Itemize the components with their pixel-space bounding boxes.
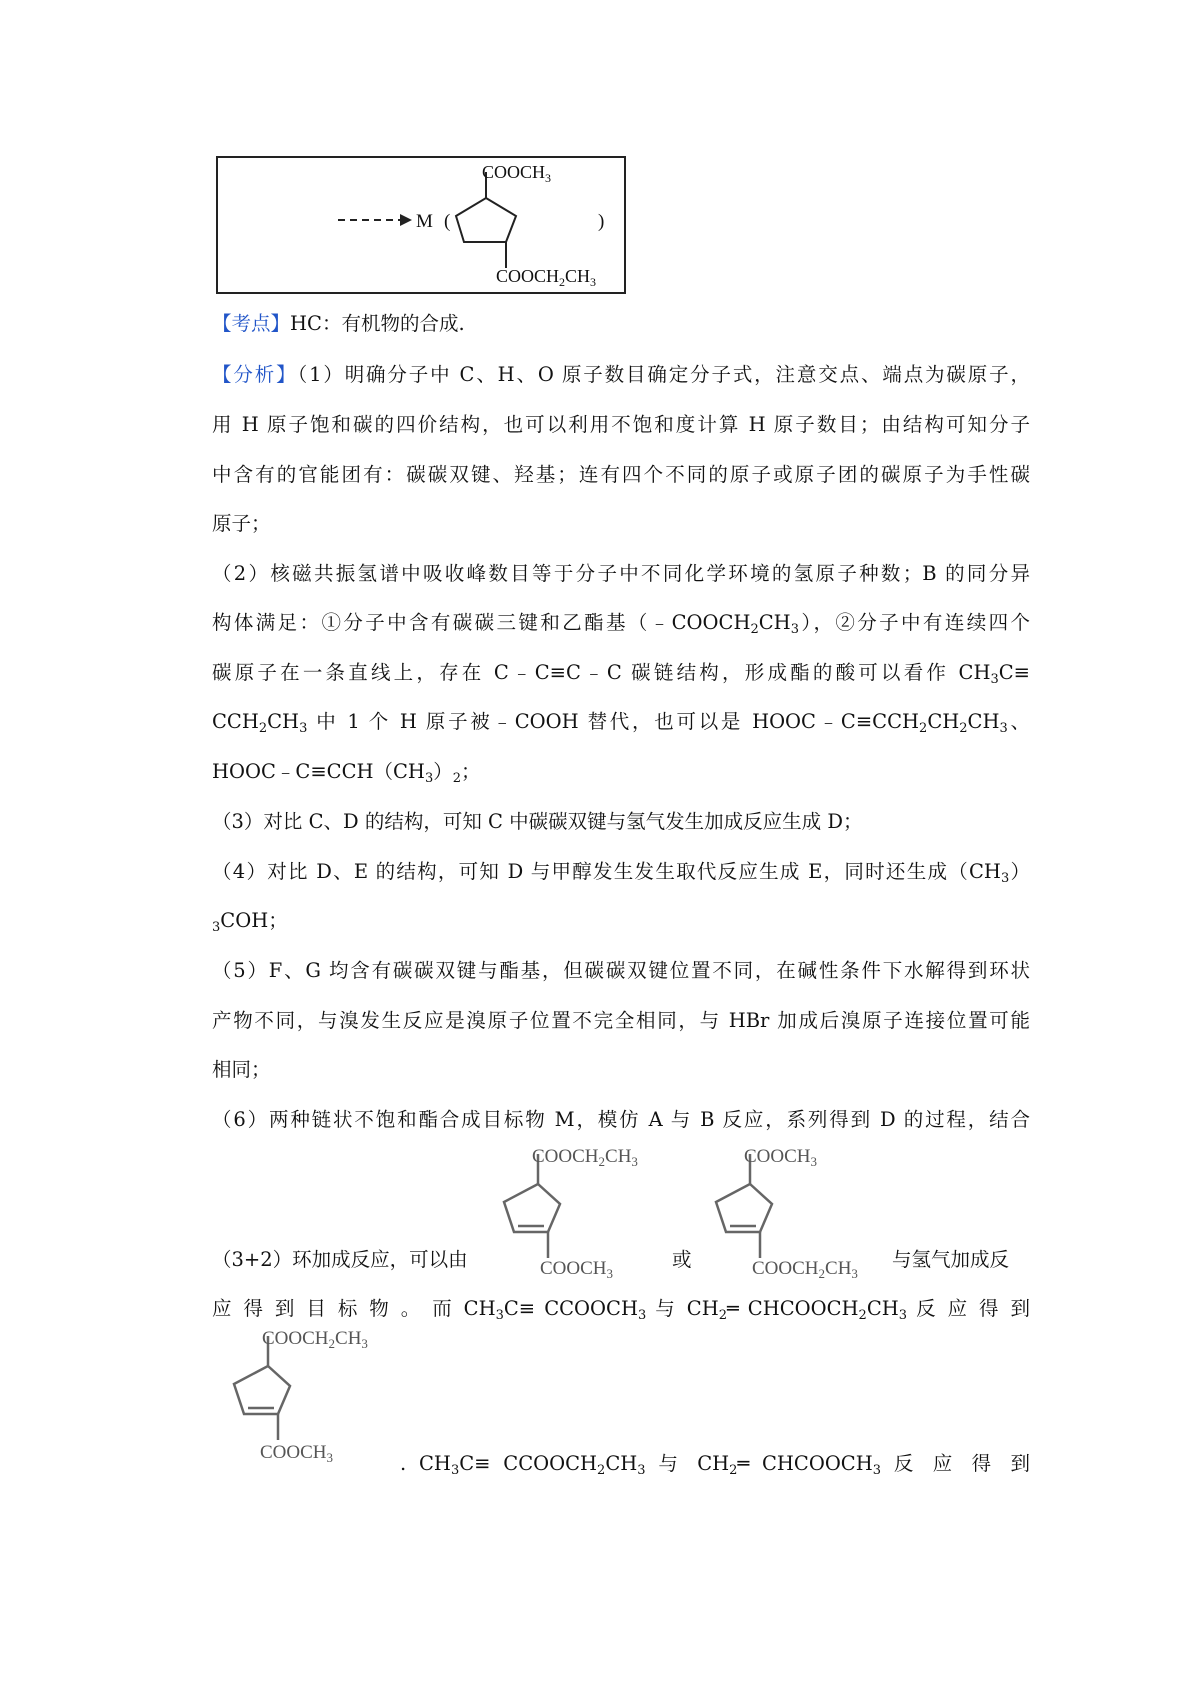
- paren-open: (: [444, 211, 451, 232]
- structure-1: [478, 1140, 678, 1280]
- p6-line4: . $CH_3C\equiv$ $CCOOCH_2CH_3$ 与 $CH_2═$ $CHCOOCH_3$ 反 应 得 到: [400, 1452, 1031, 1478]
- p5-line1: （5）F、G 均含有碳碳双键与酯基，但碳碳双键位置不同，在碱性条件下水解得到环状: [212, 959, 1030, 982]
- p6-line2-or: 或: [672, 1248, 692, 1271]
- p2-line4: $CCH_2CH_3$ 中 1 个 H 原子被﹣COOH 替代，也可以是 $HOOC﹣C\equiv CCH_2CH_2CH_3$、: [212, 710, 1030, 736]
- structure-2: [690, 1140, 890, 1280]
- s3-bottom-label: $COOCH_3$: [260, 1442, 334, 1465]
- fenxi-p1-line1: 【分析】（1）明确分子中 C、H、O 原子数目确定分子式，注意交点、端点为碳原子，: [212, 363, 1030, 386]
- s2-top-label: $COOCH_3$: [744, 1146, 818, 1169]
- p5-line3: 相同；: [212, 1058, 271, 1081]
- s3-top-label: $COOCH_2CH_3$: [262, 1328, 368, 1351]
- p6-line1: （6）两种链状不饱和酯合成目标物 M，模仿 A 与 B 反应，系列得到 D 的过程，结合: [212, 1108, 1030, 1131]
- paren-close: ): [598, 211, 605, 232]
- fenxi-p1-line3: 中含有的官能团有：碳碳双键、羟基；连有四个不同的原子或原子团的碳原子为手性碳: [212, 463, 1030, 486]
- p4-line2: $_3$COH；: [212, 909, 288, 935]
- s1-bottom-label: $COOCH_3$: [540, 1258, 614, 1281]
- kaodian-line: [212, 312, 1030, 336]
- s1-top-label: $COOCH_2CH_3$: [532, 1146, 638, 1169]
- p4-line1: （4）对比 D、E 的结构，可知 D 与甲醇发生发生取代反应生成 E，同时还生成$(CH_3)$: [212, 860, 1030, 886]
- top-substituent-label: $COOCH_3$: [482, 162, 552, 185]
- p5-line2: 产物不同，与溴发生反应是溴原子位置不完全相同，与 HBr 加成后溴原子连接位置可能: [212, 1009, 1030, 1032]
- reaction-scheme-box: [216, 156, 626, 294]
- fenxi-tag: 【分析】: [212, 363, 298, 386]
- bottom-substituent-label: $COOCH_2CH_3$: [496, 266, 597, 289]
- p2-line2: 构体满足：①分子中含有碳碳三键和乙酯基$(﹣COOCH_2CH_3)$，②分子中有连续四个: [212, 611, 1030, 637]
- cyclopentane-ring: [456, 198, 516, 242]
- p6-line3: 应 得 到 目 标 物 。 而 $CH_3C\equiv$ $CCOOCH_3$ 与 $CH_2═$ $CHCOOCH_2CH_3$ 反 应 得 到: [212, 1297, 1030, 1323]
- arrow-head-icon: [400, 214, 412, 226]
- kaodian-text: HC：有机物的合成.: [290, 312, 465, 335]
- fenxi-p1-line2: 用 H 原子饱和碳的四价结构，也可以利用不饱和度计算 H 原子数目；由结构可知分子: [212, 413, 1030, 436]
- p2-line5: $HOOC﹣C\equiv CCH(CH_3)_2$；: [212, 760, 481, 786]
- kaodian-tag: 【考点】: [212, 312, 291, 335]
- p2-line3: 碳原子在一条直线上，存在 C﹣C≡C﹣C 碳链结构，形成酯的酸可以看作 $CH_3C\equiv$: [212, 661, 1030, 687]
- product-label: M: [416, 211, 433, 232]
- p6-line2-right: 与氢气加成反: [892, 1248, 1010, 1271]
- p6-line2-left: （3+2）环加成反应，可以由: [212, 1248, 468, 1271]
- structure-3: [208, 1316, 408, 1466]
- p2-line1: （2）核磁共振氢谱中吸收峰数目等于分子中不同化学环境的氢原子种数；B 的同分异: [212, 562, 1030, 585]
- p3-line: （3）对比 C、D 的结构，可知 C 中碳碳双键与氢气发生加成反应生成 D；: [212, 810, 863, 833]
- s2-bottom-label: $COOCH_2CH_3$: [752, 1258, 858, 1281]
- fenxi-p1-line4: 原子；: [212, 512, 271, 535]
- scheme-graphic: [218, 158, 624, 292]
